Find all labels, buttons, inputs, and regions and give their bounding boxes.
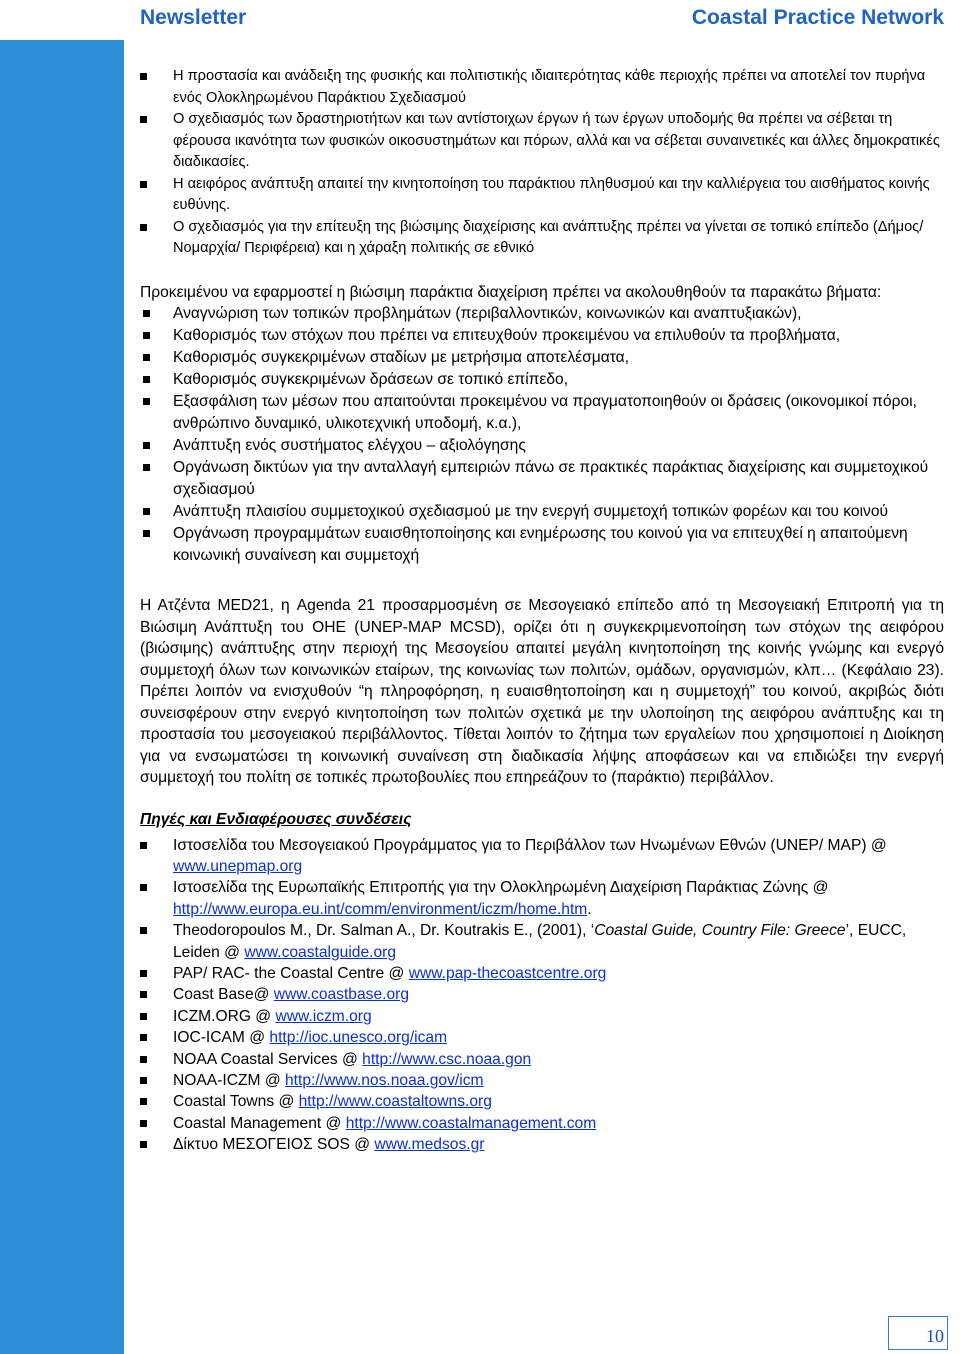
list-item: Οργάνωση δικτύων για την ανταλλαγή εμπειριών πάνω σε πρακτικές παράκτιας διαχείρισης και συμμετοχικού σχεδιασμού (140, 457, 944, 501)
source-title: Coastal Guide, Country File: Greece (594, 922, 846, 940)
source-item: ICZM.ORG @ www.iczm.org (140, 1006, 944, 1027)
source-item: Ιστοσελίδα του Μεσογειακού Προγράμματος για το Περιβάλλον των Ηνωμένων Εθνών (UNEP/ MAP) @ www.unepmap.org (140, 835, 944, 878)
steps-intro: Προκειμένου να εφαρμοστεί η βιώσιμη παράκτια διαχείριση πρέπει να ακολουθηθούν τα παρακάτω βήματα: (140, 283, 882, 301)
source-item: Theodoropoulos M., Dr. Salman A., Dr. Koutrakis E., (2001), ‘Coastal Guide, Country File: Greece’, EUCC, Leiden @ www.coastalguide.org (140, 920, 944, 963)
source-item: Coastal Towns @ http://www.coastaltowns.org (140, 1091, 944, 1112)
list-item: Ανάπτυξη πλαισίου συμμετοχικού σχεδιασμού με την ενεργή συμμετοχή τοπικών φορέων και του κοινού (140, 501, 944, 523)
list-item: Ο σχεδιασμός για την επίτευξη της βιώσιμης διαχείρισης και ανάπτυξης πρέπει να γίνεται σε τοπικό επίπεδο (Δήμος/ Νομαρχία/ Περιφέρεια) και η χάραξη πολιτικής σε εθνικό (140, 217, 944, 260)
source-item: IOC-ICAM @ http://ioc.unesco.org/icam (140, 1027, 944, 1048)
list-item: Καθορισμός συγκεκριμένων δράσεων σε τοπικό επίπεδο, (140, 369, 944, 391)
list-item: Η αειφόρος ανάπτυξη απαιτεί την κινητοποίηση του παράκτιου πληθυσμού και την καλλιέργεια του αισθήματος κοινής ευθύνης. (140, 174, 944, 217)
source-item: Δίκτυο ΜΕΣΟΓΕΙΟΣ SOS @ www.medsos.gr (140, 1134, 944, 1155)
sources-section (140, 811, 944, 1156)
source-item: Coast Base@ www.coastbase.org (140, 984, 944, 1005)
list-item: Αναγνώριση των τοπικών προβλημάτων (περιβαλλοντικών, κοινωνικών και αναπτυξιακών), (140, 303, 944, 325)
left-sidebar-bar (0, 0, 124, 1354)
header-network-title: Coastal Practice Network (691, 6, 944, 29)
page-number: 10 (926, 1326, 944, 1346)
main-content (140, 66, 944, 1156)
list-item: Ο σχεδιασμός των δραστηριοτήτων και των αντίστοιχων έργων ή των έργων υποδομής θα πρέπει να σέβεται τη φέρουσα ικανότητα των φυσικών οικοσυστημάτων και πόρων, αλλά και να σέβεται συναινετικές και άλλες δημοκρατικές διαδικασίες. (140, 109, 944, 174)
source-item: Ιστοσελίδα της Ευρωπαϊκής Επιτροπής για την Ολοκληρωμένη Διαχείριση Παράκτιας Ζώνης @ http://www.europa.eu.int/comm/environment/iczm/home.htm. (140, 877, 944, 920)
source-link[interactable]: http://www.csc.noaa.gon (362, 1050, 532, 1068)
sources-heading: Πηγές και Ενδιαφέρουσες συνδέσεις (140, 810, 412, 828)
source-item: PAP/ RAC- the Coastal Centre @ www.pap-thecoastcentre.org (140, 963, 944, 984)
header-newsletter: Newsletter (140, 6, 247, 29)
source-link[interactable]: www.coastalguide.org (244, 943, 397, 961)
source-link[interactable]: www.iczm.org (275, 1007, 372, 1025)
source-link[interactable]: http://www.europa.eu.int/comm/environment/iczm/home.htm (173, 900, 588, 918)
source-item: NOAA-ICZM @ http://www.nos.noaa.gov/icm (140, 1070, 944, 1091)
list-item: Η προστασία και ανάδειξη της φυσικής και πολιτιστικής ιδιαιτερότητας κάθε περιοχής πρέπει να αποτελεί τον πυρήνα ενός Ολοκληρωμένου Παράκτιου Σχεδιασμού (140, 66, 944, 109)
page-number-box (888, 1316, 948, 1350)
source-link[interactable]: www.pap-thecoastcentre.org (408, 964, 607, 982)
source-item: Coastal Management @ http://www.coastalmanagement.com (140, 1113, 944, 1134)
list-item: Καθορισμός συγκεκριμένων σταδίων με μετρήσιμα αποτελέσματα, (140, 347, 944, 369)
med21-paragraph: Η Ατζέντα MED21, η Agenda 21 προσαρμοσμένη σε Μεσογειακό επίπεδο από τη Μεσογειακή Επιτροπή για τη Βιώσιμη Ανάπτυξη του ΟΗΕ (UNEP-MAP MCSD), ορίζει ότι η συγκεκριμενοποίηση των στόχων της αειφόρου (βιώσιμης) ανάπτυξης στην περιοχή της Μεσογείου απαιτεί μεγάλη κινητοποίηση της κοινής γνώμης και ενεργό συμμετοχή όλων των κοινωνικών εταίρων, της κοινωνίας των πολιτών, ομάδων, οργανισμών, κλπ… (Κεφάλαιο 23). Πρέπει λοιπόν να ενισχυθούν “η πληροφόρηση, η ευαισθητοποίηση και η συμμετοχή” του κοινού, ακριβώς διότι συνεισφέρουν στην ενεργό κινητοποίηση των πολιτών σχετικά με την υλοποίηση της αειφόρου ανάπτυξης και τη προστασία του μεσογειακού περιβάλλοντος. Τίθεται λοιπόν το ζήτημα των εργαλείων που χρησιμοποιεί η Διοίκηση για να ενσωματώσει τη κοινωνική συναίνεση στη διαδικασία λήψης αποφάσεων και να επιδιώξει την ενεργή συμμετοχή του πολίτη σε τοπικές πρωτοβουλίες που επηρεάζουν το (παράκτιο) περιβάλλον. (140, 597, 944, 786)
list-item: Καθορισμός των στόχων που πρέπει να επιτευχθούν προκειμένου να επιλυθούν τα προβλήματα, (140, 325, 944, 347)
source-link[interactable]: www.unepmap.org (173, 857, 303, 875)
source-link[interactable]: http://www.coastaltowns.org (298, 1093, 492, 1111)
page-header (0, 0, 960, 40)
source-item: NOAA Coastal Services @ http://www.csc.noaa.gon (140, 1049, 944, 1070)
intro-bullet-list (140, 66, 944, 260)
source-link[interactable]: http://www.nos.noaa.gov/icm (285, 1071, 484, 1089)
list-item: Ανάπτυξη ενός συστήματος ελέγχου – αξιολόγησης (140, 435, 944, 457)
list-item: Οργάνωση προγραμμάτων ευαισθητοποίησης και ενημέρωσης του κοινού για να επιτευχθεί η απαιτούμενη κοινωνική συναίνεση και συμμετοχή (140, 523, 944, 567)
source-link[interactable]: www.coastbase.org (273, 986, 409, 1004)
source-link[interactable]: http://www.coastalmanagement.com (345, 1114, 597, 1132)
source-link[interactable]: www.medsos.gr (374, 1136, 485, 1154)
sources-list (140, 835, 944, 1156)
list-item: Εξασφάλιση των μέσων που απαιτούνται προκειμένου να πραγματοποιηθούν οι δράσεις (οικονομικοί πόροι, ανθρώπινο δυναμικό, υλικοτεχνική υποδομή, κ.α.), (140, 391, 944, 435)
steps-list (140, 303, 944, 567)
source-link[interactable]: http://ioc.unesco.org/icam (269, 1029, 448, 1047)
